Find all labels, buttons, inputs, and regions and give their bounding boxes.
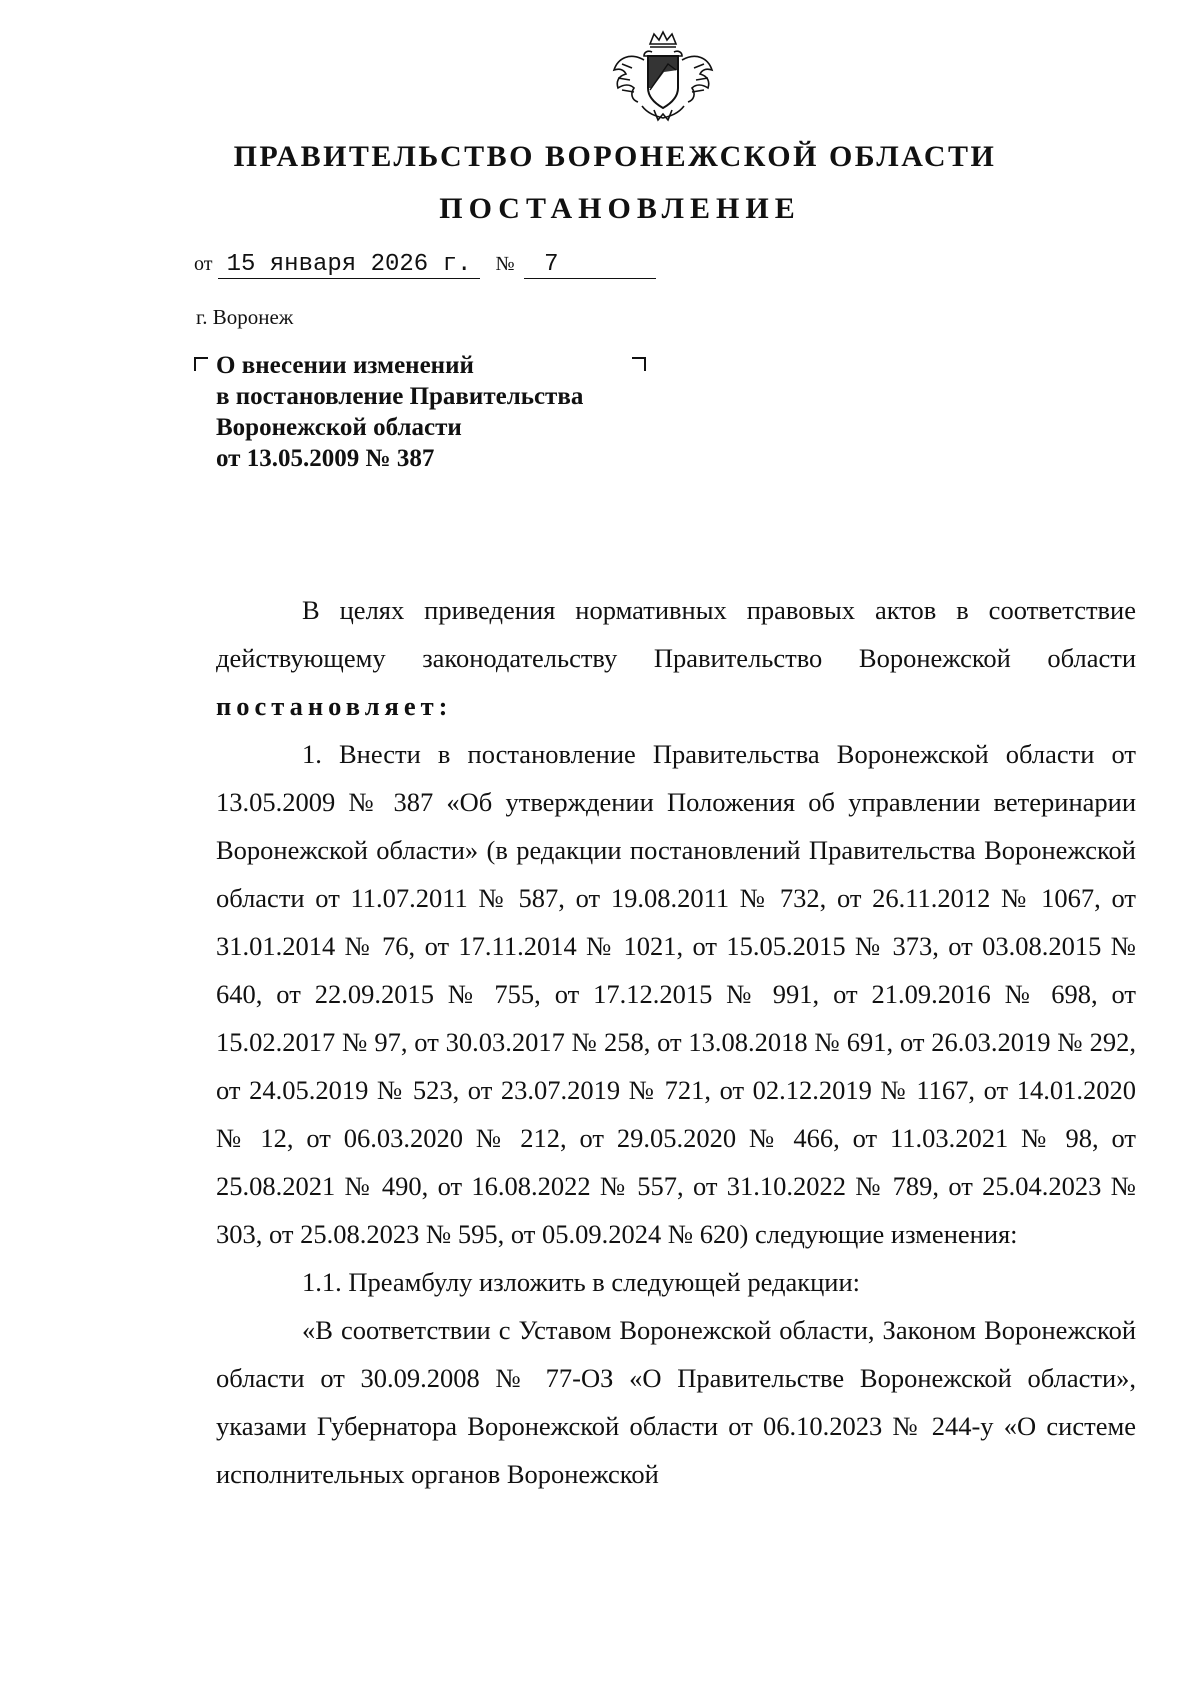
intro-text: В целях приведения нормативных правовых актов в соответствие действующему законодательству Правительство Воронежской области — [216, 595, 1136, 673]
document-body — [216, 586, 1136, 1498]
document-subject — [216, 350, 583, 474]
subject-line: Воронежской области — [216, 414, 462, 441]
subject-line: О внесении изменений — [216, 352, 474, 379]
date-number-line — [194, 250, 656, 279]
date-prefix: от — [194, 253, 213, 275]
document-number: 7 — [524, 252, 656, 279]
subject-bracket-left — [194, 357, 208, 371]
city: г. Воронеж — [196, 305, 294, 329]
organization-title: ПРАВИТЕЛЬСТВО ВОРОНЕЖСКОЙ ОБЛАСТИ — [233, 140, 997, 173]
number-prefix: № — [495, 253, 515, 275]
item-1-paragraph: 1. Внести в постановление Правительства Воронежской области от 13.05.2009 № 387 «Об утверждении Положения об управлении ветеринарии Воронежской области» (в редакции постановлений Правительства Воронежской области от 11.07.2011 № 587, от 19.08.2011 № 732, от 26.11.2012 № 1067, от 31.01.2014 № 76, от 17.11.2014 № 1021, от 15.05.2015 № 373, от 03.08.2015 № 640, от 22.09.2015 № 755, от 17.12.2015 № 991, от 21.09.2016 № 698, от 15.02.2017 № 97, от 30.03.2017 № 258, от 13.08.2018 № 691, от 26.03.2019 № 292, от 24.05.2019 № 523, от 23.07.2019 № 721, от 02.12.2019 № 1167, от 14.01.2020 № 12, от 06.03.2020 № 212, от 29.05.2020 № 466, от 11.03.2021 № 98, от 25.08.2021 № 490, от 16.08.2022 № 557, от 31.10.2022 № 789, от 25.04.2023 № 303, от 25.08.2023 № 595, от 05.09.2024 № 620) следующие изменения: — [216, 739, 1136, 1249]
resolves-keyword: постановляет: — [216, 691, 453, 721]
subject-line: от 13.05.2009 № 387 — [216, 445, 435, 472]
intro-paragraph — [216, 586, 1136, 730]
document-type-heading: ПОСТАНОВЛЕНИЕ — [439, 192, 801, 225]
coat-of-arms-icon — [608, 30, 718, 125]
document-date: 15 января 2026 г. — [218, 252, 480, 279]
subject-line: в постановление Правительства — [216, 383, 584, 410]
item-1-1-paragraph: 1.1. Преамбулу изложить в следующей редакции: — [302, 1267, 861, 1297]
quote-paragraph: «В соответствии с Уставом Воронежской области, Законом Воронежской области от 30.09.2008 № 77-ОЗ «О Правительстве Воронежской области», указами Губернатора Воронежской области от 06.10.2023 № 244-у «О системе исполнительных органов Воронежской — [216, 1315, 1136, 1489]
subject-bracket-right — [632, 357, 646, 371]
